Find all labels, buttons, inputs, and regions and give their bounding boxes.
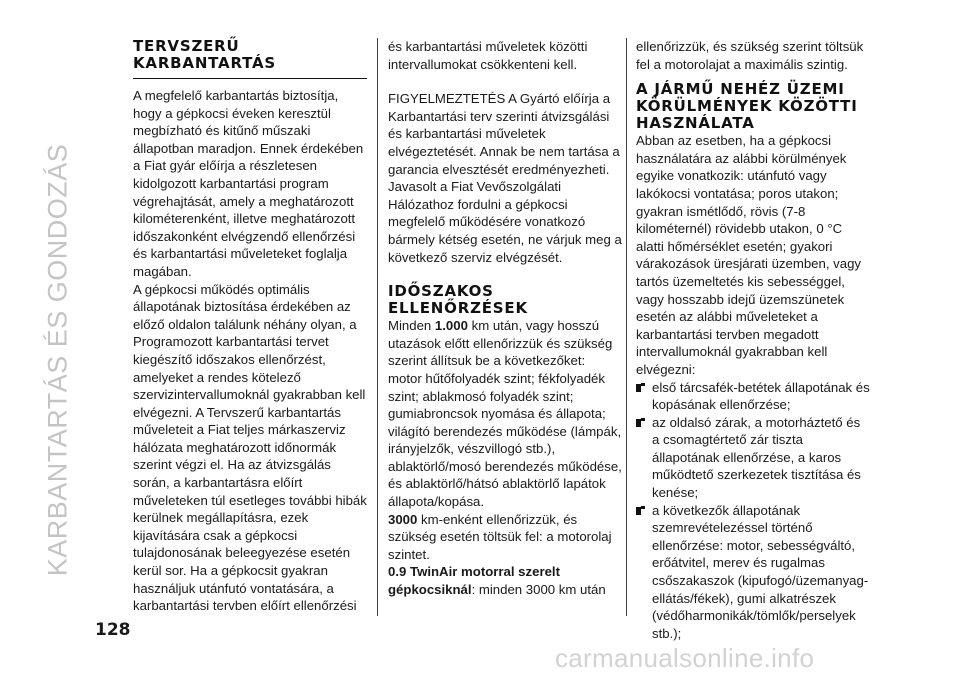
body-paragraph: A megfelelő karbantartás biztosítja, hogy a gépkocsi éveken keresztül megbízható és kitűnő műszaki állapotban maradjon. Ennek érdekében a Fiat gyár előírja a részletesen kidolgozott karbantartási program végrehajtását, amely a meghatározott kilométerenként, illetve meghatározott időszakonként elvégzendő ellenőrzési és karbantartási műveleteket foglalja magában. (133, 88, 364, 279)
text-run: Minden (388, 318, 435, 334)
text-run: km-enként ellenőrizzük, és szükség esetén töltsük fel: a motorolaj szintet. (388, 511, 612, 562)
chapter-side-title: KARBANTARTÁS ÉS GONDOZÁS (42, 143, 73, 577)
interval-value: 1.000 (434, 318, 468, 334)
section-heading: KÖRÜLMÉNYEK KÖZÖTTI (636, 97, 858, 116)
column-2 (388, 38, 622, 599)
body-paragraph: Abban az esetben, ha a gépkocsi használatára az alábbi körülmények egyike vonatkozik: utánfutó vagy lakókocsi vontatása; poros utakon; gyakran ismétlődő, rövis (7-8 kilométernél) rövidebb utakon, 0 °C alatti hőmérséklet esetén; gyakori várakozások üresjárati üzemben, vagy tartós üzemeltetés kis sebességgel, vagy hosszabb idejű üzemszünetek esetén az alábbi műveleteket a karbantartási tervben megadott intervallumoknál gyakrabban kell elvégezni: (636, 133, 862, 377)
section-heading: HASZNÁLATA (636, 114, 755, 133)
body-paragraph (388, 563, 622, 598)
body-paragraph: A gépkocsi működés optimális állapotának biztosítása érdekében az előző oldalon találunk néhány olyan, a Programozott karbantartási tervet kiegészítő időszakos ellenőrzést, amelyeket a rendes kötelező szervizintervallumoknál gyakrabban kell elvégezni. A Tervszerű karbantartás műveleteit a Fiat teljes márkaszerviz hálózata meghatározott időnormák szerint végzi el. Ha az átvizsgálás során, a karbantartásra előírt műveleteken túl esetleges további hibák kerülnek megállapításra, ezek kijavítására csak a gépkocsi tulajdonosának beleegyezése esetén kerül sor. Ha a gépkocsit gyakran használjuk utánfutó vontatására, a karbantartási tervben előírt ellenőrzési (133, 281, 367, 614)
warning-paragraph: FIGYELMEZTETÉS A Gyártó előírja a Karbantartási terv szerinti átvizsgálási és karbantartási műveletek elvégeztetését. Annak be nem tartása a garancia elvesztését eredményezheti. Javasolt a Fiat Vevőszolgálati Hálózathoz fordulni a gépkocsi megfelelő működésére vonatkozó bármely kétség esetén, ne várjuk meg a következő szerviz elvégzését. (388, 91, 622, 265)
body-paragraph: és karbantartási műveletek közötti intervallumokat csökkenteni kell. (388, 39, 588, 72)
bullet-icon (636, 418, 646, 427)
bullet-icon (636, 383, 646, 392)
heading-line: TERVSZERŰ (133, 37, 240, 55)
engine-variant: 0.9 TwinAir motorral szerelt gépkocsiknál (388, 564, 560, 598)
main-section-heading (133, 38, 367, 79)
body-paragraph (388, 317, 622, 511)
column-3 (636, 38, 870, 642)
heading-line: KARBANTARTÁS (133, 54, 277, 72)
list-item-text: az oldalsó zárak, a motorháztető és a csomagtértető zár tiszta állapotának ellenőrzése, a karos működtető szerkezetek tisztítása és kenése; (652, 414, 861, 501)
body-paragraph: ellenőrizzük, és szükség szerint töltsük fel a motorolajat a maximális szintig. (636, 39, 864, 72)
text-run: km után, vagy hosszú utazások előtt ellenőrizzük és szükség szerint állítsuk be a következőket: motor hűtőfolyadék szint; fékfolyadék szint; ablakmosó folyadék szint; gumiabroncsok nyomása és állapota; világító berendezés működése (lámpák, irányjelzők, vészvillogó stb.), ablaktörlő/mosó berendezés működése, és ablaktörlő/hátsó ablaktörlő lapátok állapota/kopása. (388, 318, 622, 510)
section-heading: IDŐSZAKOS (388, 282, 494, 301)
list-item (636, 414, 870, 502)
column-divider (377, 38, 378, 616)
watermark: carmanualsonline.info (555, 643, 815, 673)
column-divider (626, 38, 627, 616)
list-item (636, 379, 870, 414)
page-number: 128 (95, 620, 131, 640)
section-heading: ELLENŐRZÉSEK (388, 299, 528, 318)
bullet-icon (636, 506, 646, 515)
list-item-text: első tárcsafék-betétek állapotának és kopásának ellenőrzése; (652, 379, 870, 413)
section-heading: A JÁRMŰ NEHÉZ ÜZEMI (636, 80, 845, 99)
column-1 (133, 38, 367, 615)
list-item (636, 502, 870, 643)
text-run: : minden 3000 km után (471, 582, 606, 598)
list-item-text: a következők állapotának szemrevételezéssel történő ellenőrzése: motor, sebességváltó, erőátvitel, merev és rugalmas csőszakaszok (kipufogó/üzemanyag-ellátás/fékek), gumi alkatrészek (védőharmonikák/tömlők/perselyek stb.); (652, 502, 869, 641)
body-paragraph (388, 511, 622, 564)
interval-value: 3000 (388, 511, 418, 527)
